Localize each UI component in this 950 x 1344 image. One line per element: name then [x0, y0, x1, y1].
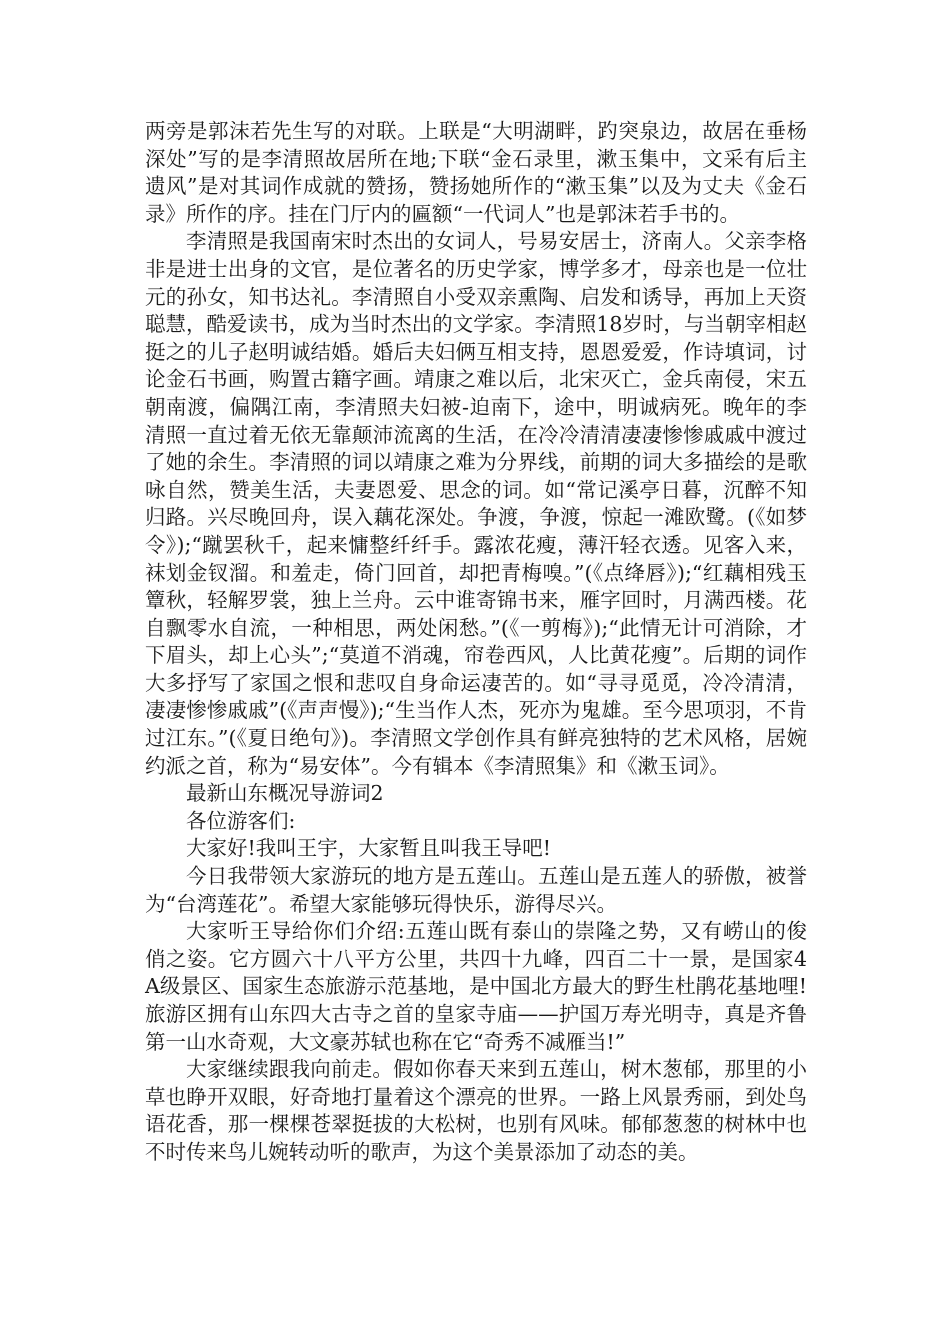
paragraph-greeting: 各位游客们:	[186, 808, 296, 833]
section-heading: 最新山东概况导游词2	[186, 781, 384, 806]
paragraph-intro: 大家好!我叫王宇，大家暂且叫我王导吧!	[186, 836, 551, 861]
document-body	[145, 118, 807, 1167]
paragraph-spring: 大家继续跟我向前走。假如你春天来到五莲山，树木葱郁，那里的小草也睁开双眼，好奇地打量着这个漂亮的世界。一路上风景秀丽，到处鸟语花香，那一棵棵苍翠挺拔的大松树，也别有风味。郁郁葱葱的树林中也不时传来鸟儿婉转动听的歌声，为这个美景添加了动态的美。	[145, 1057, 807, 1164]
paragraph-wulian-intro: 大家听王导给你们介绍:五莲山既有泰山的崇隆之势，又有崂山的俊俏之姿。它方圆六十八平方公里，共四十九峰，四百二十一景，是国家4A级景区、国家生态旅游示范基地，是中国北方最大的野生杜鹃花基地哩!旅游区拥有山东四大古寺之首的皇家寺庙——护国万寿光明寺，真是齐鲁第一山水奇观，大文豪苏轼也称在它“奇秀不减雁当!”	[145, 919, 807, 1054]
paragraph-li-qingzhao: 李清照是我国南宋时杰出的女词人，号易安居士，济南人。父亲李格非是进士出身的文官，是位著名的历史学家，博学多才，母亲也是一位壮元的孙女，知书达礼。李清照自小受双亲熏陶、启发和诱导，再加上天资聪慧，酷爱读书，成为当时杰出的文学家。李清照18岁时，与当朝宰相赵挺之的儿子赵明诚结婚。婚后夫妇俩互相支持，恩恩爱爱，作诗填词，讨论金石书画，购置古籍字画。靖康之难以后，北宋灭亡，金兵南侵，宋五朝南渡，偏隅江南，李清照夫妇被-迫南下，途中，明诚病死。晚年的李清照一直过着无依无靠颠沛流离的生活，在冷冷清清凄凄惨惨戚戚中渡过了她的余生。李清照的词以靖康之难为分界线，前期的词大多描绘的是歌咏自然，赞美生活，夫妻恩爱、思念的词。如“常记溪亭日暮，沉醉不知归路。兴尽晚回舟，误入藕花深处。争渡，争渡，惊起一滩欧鹭。(《如梦令》);“蹴罢秋千，起来慵整纤纤手。露浓花瘦，薄汗轻衣透。见客入来，袜划金钗溜。和羞走，倚门回首，却把青梅嗅。”(《点绛唇》);“红藕相残玉簟秋，轻解罗裳，独上兰舟。云中谁寄锦书来，雁字回时，月满西楼。花自飘零水自流，一种相思，两处闲愁。”(《一剪梅》);“此情无计可消除，才下眉头，却上心头”;“莫道不消魂，帘卷西风，人比黄花瘦”。后期的词作大多抒写了家国之恨和悲叹自身命运凄苦的。如“寻寻觅觅，冷冷清清，凄凄惨惨戚戚”(《声声慢》);“生当作人杰，死亦为鬼雄。至今思项羽，不肯过江东。”(《夏日绝句》)。李清照文学创作具有鲜亮独特的艺术风格，居婉约派之首，称为“易安体”。今有辑本《李清照集》和《漱玉词》。	[145, 229, 807, 778]
paragraph-destination: 今日我带领大家游玩的地方是五莲山。五莲山是五莲人的骄傲，被誉为“台湾莲花”。希望大家能够玩得快乐，游得尽兴。	[145, 864, 807, 916]
paragraph-couplet: 两旁是郭沫若先生写的对联。上联是“大明湖畔，趵突泉边，故居在垂杨深处”写的是李清照故居所在地;下联“金石录里，漱玉集中，文采有后主遗风”是对其词作成就的赞扬，赞扬她所作的“漱玉集”以及为丈夫《金石录》所作的序。挂在门厅内的匾额“一代词人”也是郭沫若手书的。	[145, 119, 807, 226]
